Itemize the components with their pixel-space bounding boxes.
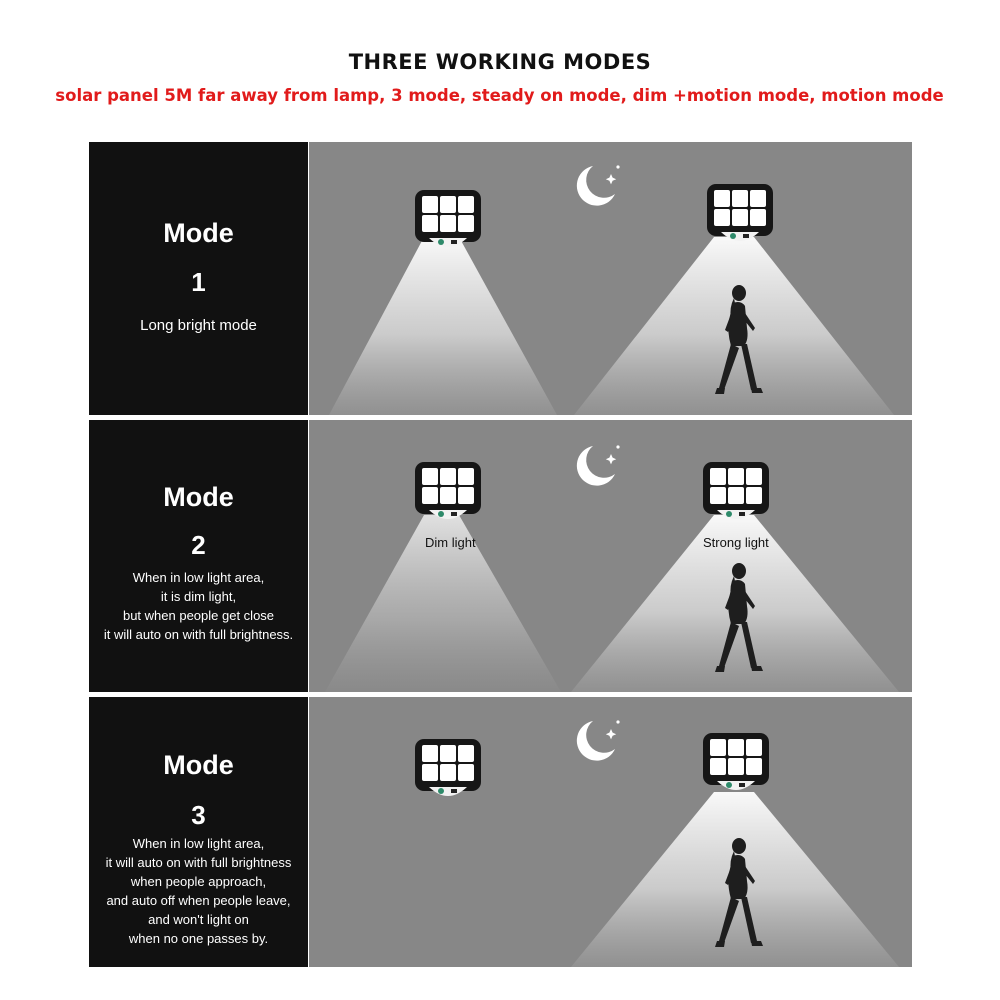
lamp-icon bbox=[415, 739, 481, 796]
moon-stars-icon bbox=[577, 165, 620, 205]
mode-1-word: Mode bbox=[163, 218, 234, 248]
mode-1-illustration bbox=[309, 142, 912, 415]
mode-3-number: 3 bbox=[191, 800, 206, 830]
page-subtitle: solar panel 5M far away from lamp, 3 mode, steady on mode, dim +motion mode, motion mode bbox=[55, 86, 944, 105]
mode-2-panel bbox=[89, 420, 912, 692]
mode-1-label-panel bbox=[89, 142, 308, 415]
lamp-icon bbox=[415, 190, 481, 247]
strong-light-label: Strong light bbox=[703, 535, 769, 550]
mode-3-description: When in low light area, it will auto on with full brightness when people approach, and auto off when people leave, and won't light on when no one passes by. bbox=[105, 836, 292, 946]
left-light-beam bbox=[329, 237, 557, 415]
lamp-icon bbox=[703, 462, 769, 519]
mode-2-illustration bbox=[309, 420, 912, 692]
mode-1-scene bbox=[309, 142, 912, 415]
mode-1-panel bbox=[89, 142, 912, 415]
page-title: THREE WORKING MODES bbox=[348, 50, 652, 74]
mode-3-illustration bbox=[309, 697, 912, 967]
mode-3-label-panel bbox=[89, 697, 308, 967]
lamp-icon bbox=[703, 733, 769, 790]
mode-2-scene bbox=[309, 420, 912, 692]
mode-1-description: Long bright mode bbox=[140, 317, 257, 334]
moon-stars-icon bbox=[577, 445, 620, 485]
lamp-icon bbox=[707, 184, 773, 241]
mode-3-word: Mode bbox=[163, 750, 234, 780]
mode-2-description: When in low light area, it is dim light, but when people get close it will auto on with full brightness. bbox=[103, 570, 294, 642]
mode-1-number: 1 bbox=[191, 267, 206, 297]
dim-light-label: Dim light bbox=[425, 535, 476, 550]
mode-2-label-panel bbox=[89, 420, 308, 692]
mode-3-panel bbox=[89, 697, 912, 967]
mode-2-word: Mode bbox=[163, 482, 234, 512]
mode-2-number: 2 bbox=[191, 530, 206, 560]
lamp-icon bbox=[415, 462, 481, 519]
mode-3-scene bbox=[309, 697, 912, 967]
moon-stars-icon bbox=[577, 720, 620, 760]
